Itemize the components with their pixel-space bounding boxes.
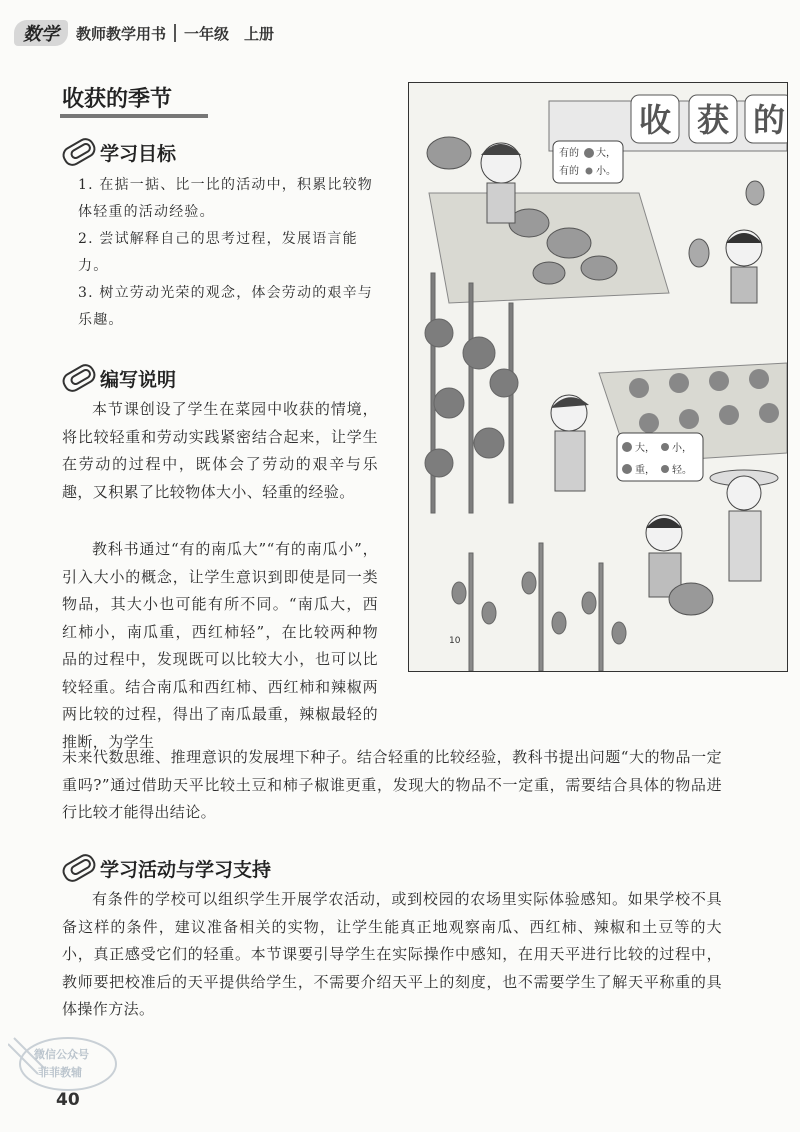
writing-notes-paragraph-2: 教科书通过“有的南瓜大”“有的南瓜小”，引入大小的概念，让学生意识到即使是同一类物品，其大小也可能有所不同。“南瓜大，西红柿小，南瓜重，西红柿轻”，在比较两种物品的过程中，发现既可以比较大小，也可以比较轻重。结合南瓜和西红柿、西红柿和辣椒两两比较的过程，得出了南瓜最重，辣椒最轻的推断，为学生 [62, 540, 378, 751]
goal-item-3: 3. 树立劳动光荣的观念，体会劳动的艰辛与乐趣。 [78, 285, 374, 328]
harvest-illustration [408, 82, 788, 672]
bubble1-text-3: 有的 [559, 166, 579, 177]
banner-char-2: 获 [696, 101, 730, 139]
watermark-line-1: 微信公众号 [34, 1048, 89, 1061]
book-title: 教师教学用书 [76, 24, 167, 43]
writing-notes-paragraph-2-cont: 未来代数思维、推理意识的发展埋下种子。结合轻重的比较经验，教科书提出问题“大的物品一定重吗?”通过借助天平比较土豆和柿子椒谁更重，发现大的物品不一定重，需要结合具体的物品进行比较才能得出结论。 [62, 748, 722, 821]
harvest-garden-drawing [409, 83, 787, 671]
writing-notes-heading [62, 364, 176, 392]
paperclip-icon [59, 851, 98, 885]
title-underline [60, 114, 208, 118]
page-number: 40 [56, 1090, 80, 1110]
bubble1-text-4: 小。 [596, 166, 616, 177]
illustration-inner-page-number: 10 [449, 636, 461, 646]
writing-notes-heading-text: 编写说明 [100, 368, 177, 391]
learning-goals-heading-text: 学习目标 [100, 142, 177, 165]
page-header [0, 18, 800, 48]
banner-char-3: 的 [752, 101, 786, 139]
bubble2-text-2: 小， [672, 443, 692, 454]
bubble2-text-1: 大， [635, 443, 655, 454]
watermark [8, 1034, 118, 1096]
watermark-line-2: 菲菲教辅 [38, 1066, 82, 1079]
paperclip-icon [59, 361, 98, 395]
learning-goals-heading [62, 138, 176, 166]
activities-heading-text: 学习活动与学习支持 [100, 858, 272, 881]
activities-heading [62, 854, 271, 882]
section-title: 收获的季节 [62, 87, 173, 112]
banner-char-1: 收 [638, 101, 672, 139]
bubble2-text-3: 重， [635, 465, 655, 476]
book-volume: 一年级 上册 [184, 24, 275, 43]
goal-item-1: 1. 在掂一掂、比一比的活动中，积累比较物体轻重的活动经验。 [78, 177, 374, 220]
header-divider [174, 24, 176, 42]
bubble1-text-1: 有的 [559, 148, 579, 159]
goal-item-2: 2. 尝试解释自己的思考过程，发展语言能力。 [78, 231, 358, 274]
brand-badge: 数学 [14, 20, 68, 46]
bubble1-text-2: 大， [596, 148, 616, 159]
activities-paragraph: 有条件的学校可以组织学生开展学农活动，或到校园的农场里实际体验感知。如果学校不具备这样的条件，建议准备相关的实物，让学生能真正地观察南瓜、西红柿、辣椒和土豆等的大小，真正感受它们的轻重。本节课要引导学生在实际操作中感知，在用天平进行比较的过程中，教师要把校准后的天平提供给学生，不需要介绍天平上的刻度，也不需要学生了解天平称重的具体操作方法。 [62, 890, 722, 1018]
paperclip-icon [59, 135, 98, 169]
bubble2-text-4: 轻。 [672, 465, 692, 476]
writing-notes-paragraph-1: 本节课创设了学生在菜园中收获的情境，将比较轻重和劳动实践紧密结合起来，让学生在劳动的过程中，既体会了劳动的艰辛与乐趣，又积累了比较物体大小、轻重的经验。 [62, 400, 378, 501]
